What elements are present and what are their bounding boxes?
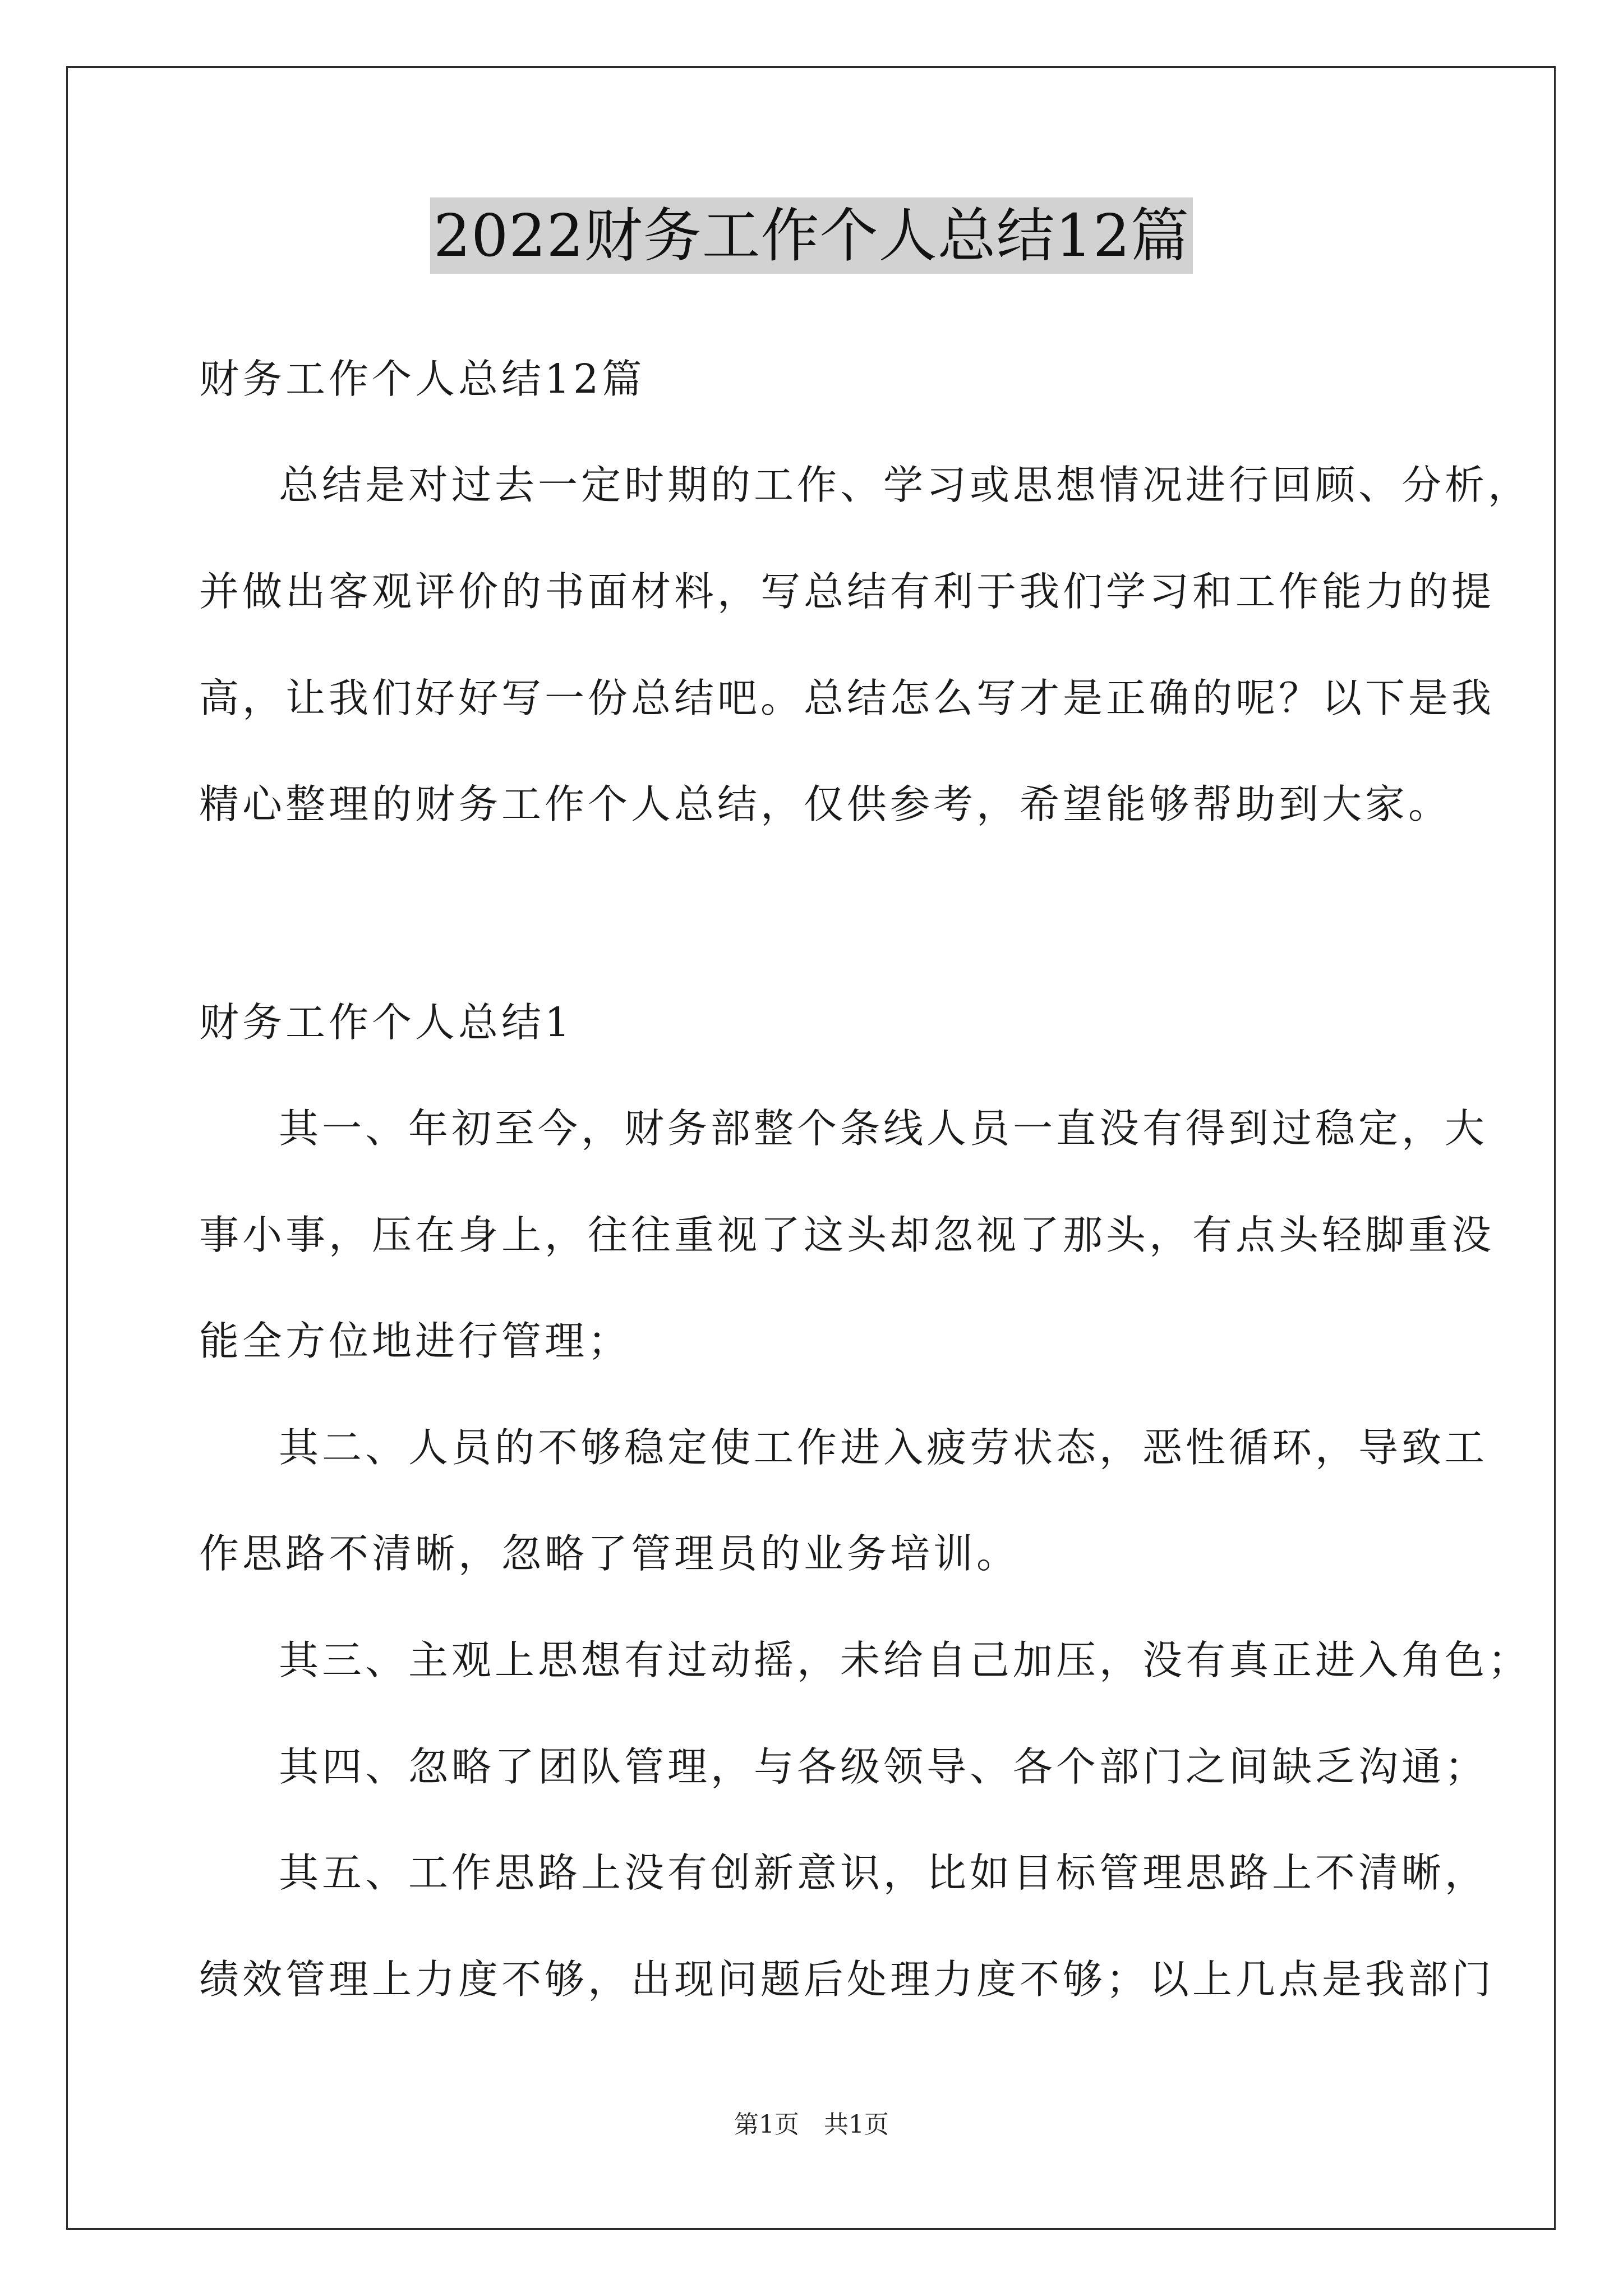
paragraph-line: 作思路不清晰，忽略了管理员的业务培训。 <box>199 1530 1020 1577</box>
intro-line: 并做出客观评价的书面材料，写总结有利于我们学习和工作能力的提 <box>199 568 1495 615</box>
document-subtitle: 财务工作个人总结12篇 <box>199 356 645 402</box>
intro-line: 高，让我们好好写一份总结吧。总结怎么写才是正确的呢？以下是我 <box>199 675 1495 721</box>
section-heading: 财务工作个人总结1 <box>199 999 574 1046</box>
title-container <box>0 197 1623 274</box>
paragraph-line: 绩效管理上力度不够，出现问题后处理力度不够；以上几点是我部门 <box>199 1956 1495 2003</box>
intro-line: 总结是对过去一定时期的工作、学习或思想情况进行回顾、分析， <box>279 462 1532 508</box>
paragraph-line: 其一、年初至今，财务部整个条线人员一直没有得到过稳定，大 <box>279 1105 1488 1152</box>
paragraph-line: 其三、主观上思想有过动摇，未给自己加压，没有真正进入角色； <box>279 1637 1532 1683</box>
document-title: 2022财务工作个人总结12篇 <box>430 197 1193 274</box>
paragraph-line: 其五、工作思路上没有创新意识，比如目标管理思路上不清晰， <box>279 1849 1488 1896</box>
page-total: 共1页 <box>824 2110 889 2139</box>
paragraph-line: 其四、忽略了团队管理，与各级领导、各个部门之间缺乏沟通； <box>279 1743 1488 1790</box>
paragraph-line: 事小事，压在身上，往往重视了这头却忽视了那头，有点头轻脚重没 <box>199 1212 1495 1258</box>
paragraph-line: 其二、人员的不够稳定使工作进入疲劳状态，恶性循环，导致工 <box>279 1424 1488 1471</box>
page-number: 第1页 <box>734 2110 799 2139</box>
paragraph-line: 能全方位地进行管理； <box>199 1318 631 1364</box>
intro-line: 精心整理的财务工作个人总结，仅供参考，希望能够帮助到大家。 <box>199 781 1452 827</box>
page-footer <box>0 2109 1623 2141</box>
